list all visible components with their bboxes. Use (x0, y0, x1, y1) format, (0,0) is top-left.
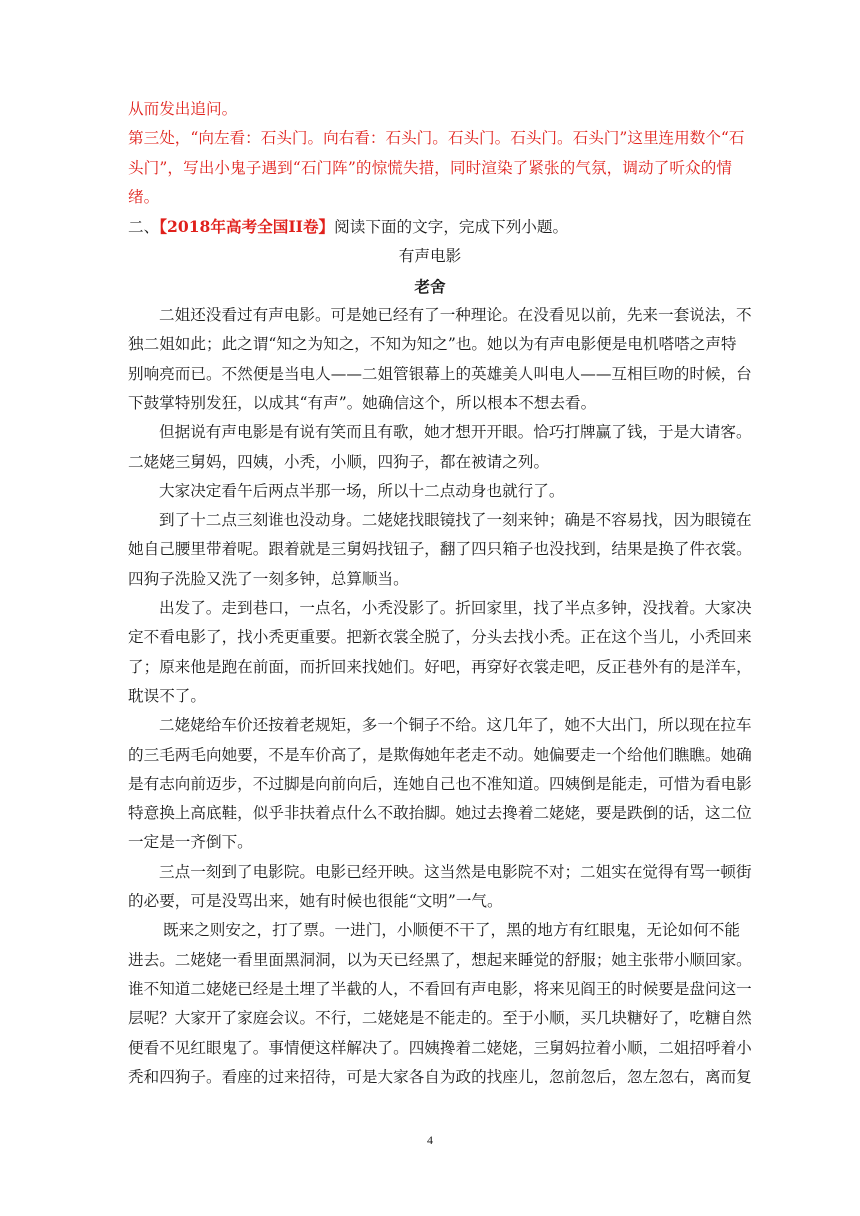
paragraph-line: 四狗子洗脸又洗了一刻多钟，总算顺当。 (128, 569, 409, 588)
paragraph-line: 谁不知道二姥姥已经是土埋了半截的人，不看回有声电影，将来见阎王的时候要是盘问这一 (128, 979, 752, 998)
paragraph-line: 三点一刻到了电影院。电影已经开映。这当然是电影院不对；二姐实在觉得有骂一顿街 (159, 862, 752, 881)
story-paragraph (128, 301, 752, 418)
paragraph-line: 便看不见红眼鬼了。事情便这样解决了。四姨搀着二姥姥，三舅妈拉着小顺，二姐招呼着小 (128, 1038, 752, 1057)
answer-line: 第三处，“向左看：石头门。向右看：石头门。石头门。石头门。石头门”这里连用数个“石 (128, 129, 745, 148)
paragraph-line: 既来之则安之，打了票。一进门，小顺便不干了，黑的地方有红眼鬼，无论如何不能 (163, 921, 740, 940)
story-paragraph (128, 506, 752, 594)
document-content (128, 95, 752, 1092)
story-paragraph (128, 418, 752, 477)
story-paragraph (128, 477, 732, 506)
paragraph-line: 秃和四狗子。看座的过来招待，可是大家各自为政的找座儿，忽前忽后，忽左忽右，离而复 (128, 1067, 752, 1086)
story-paragraph (128, 711, 752, 857)
paragraph-line: 定不看电影了，找小秃更重要。把新衣裳全脱了，分头去找小秃。正在这个当儿，小秃回来 (128, 628, 752, 647)
story-author: 老舍 (414, 276, 446, 296)
answer-line: 绪。 (128, 187, 160, 206)
paragraph-line: 是有志向前迈步，不过脚是向前向后，连她自己也不准知道。四姨倒是能走，可惜为看电影 (128, 774, 752, 793)
paragraph-line: 了；原来他是跑在前面，而折回来找她们。好吧，再穿好衣裳走吧，反正巷外有的是洋车， (128, 657, 752, 676)
question-source: 【2018年高考全国II卷】 (159, 217, 335, 237)
answer-line: 头门”，写出小鬼子遇到“石门阵”的惊慌失措，同时渲染了紧张的气氛，调动了听众的情 (128, 158, 732, 177)
question-header (128, 212, 732, 242)
question-number: 二、 (128, 218, 160, 237)
paragraph-line: 别响亮而已。不然便是当电人——二姐管银幕上的英雄美人叫电人——互相巨吻的时候，台 (128, 364, 752, 383)
story-title: 有声电影 (398, 247, 462, 266)
paragraph-line: 层呢？大家开了家庭会议。不行，二姥姥是不能走的。至于小顺，买几块糖好了，吃糖自然 (128, 1009, 752, 1028)
story-paragraph (128, 916, 752, 1092)
story-paragraph (128, 594, 752, 711)
paragraph-line: 二姥姥三舅妈，四姨，小秃，小顺，四狗子，都在被请之列。 (128, 452, 550, 471)
paragraph-line: 二姥姥给车价还按着老规矩，多一个铜子不给。这几年了，她不大出门，所以现在拉车 (159, 716, 752, 735)
answer-line: 从而发出追问。 (128, 100, 238, 118)
paragraph-line: 的三毛两毛向她要，不是车价高了，是欺侮她年老走不动。她偏要走一个给他们瞧瞧。她确 (128, 745, 752, 764)
paragraph-line: 到了十二点三刻谁也没动身。二姥姥找眼镜找了一刻来钟；确是不容易找，因为眼镜在 (159, 511, 752, 530)
paragraph-line: 特意换上高底鞋，似乎非扶着点什么不敢抬脚。她过去搀着二姥姥，要是跌倒的话，这二位 (128, 804, 752, 823)
paragraph-line: 独二姐如此；此之谓“知之为知之，不知为知之”也。她以为有声电影便是电机嗒嗒之声特 (128, 335, 737, 354)
paragraph-line: 她自己腰里带着呢。跟着就是三舅妈找钮子，翻了四只箱子也没找到，结果是换了件衣裳。 (128, 540, 752, 559)
story-paragraph (128, 858, 752, 917)
paragraph-line: 出发了。走到巷口，一点名，小秃没影了。折回家里，找了半点多钟，没找着。大家决 (159, 599, 752, 618)
paragraph-line: 但据说有声电影是有说有笑而且有歌，她才想开开眼。恰巧打牌赢了钱，于是大请客。 (159, 423, 752, 442)
answer-block (128, 95, 745, 212)
paragraph-line: 进去。二姥姥一看里面黑洞洞，以为天已经黑了，想起来睡觉的舒服；她主张带小顺回家。 (128, 950, 752, 969)
paragraph-line: 的必要，可是没骂出来，她有时候也很能“文明”一气。 (128, 892, 503, 911)
question-instruction: 阅读下面的文字，完成下列小题。 (334, 218, 569, 237)
paragraph-line: 二姐还没看过有声电影。可是她已经有了一种理论。在没看见以前，先来一套说法，不 (159, 306, 752, 325)
paragraph-line: 下鼓掌特别发狂，以成其“有声”。她确信这个，所以根本不想去看。 (128, 393, 597, 412)
page-number: 4 (427, 1133, 433, 1147)
paragraph-line: 耽误不了。 (128, 686, 206, 705)
paragraph-line: 一定是一齐倒下。 (128, 833, 253, 852)
paragraph-line: 大家决定看午后两点半那一场，所以十二点动身也就行了。 (159, 481, 565, 500)
